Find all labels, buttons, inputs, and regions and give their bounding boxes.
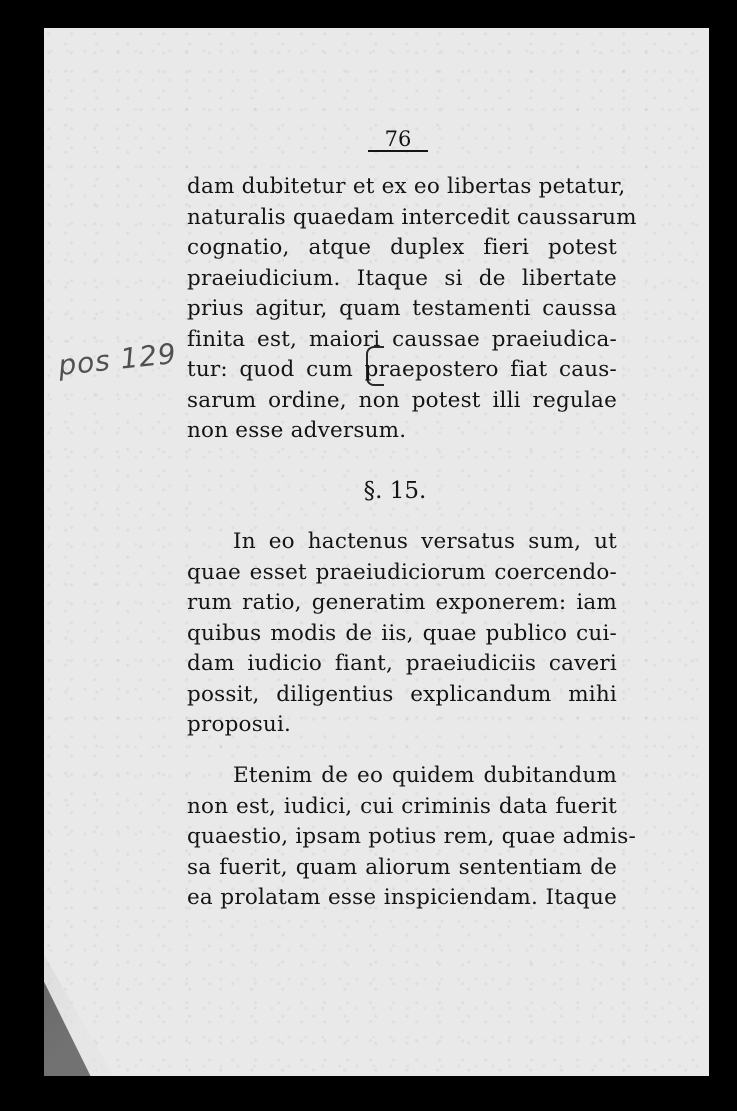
handwritten-margin-note: pos 129 <box>56 336 179 383</box>
page-number: 76 <box>368 128 428 152</box>
text-line: ea prolatam esse inspiciendam. Itaque <box>187 885 617 910</box>
text-line: quaestio, ipsam potius rem, quae admis- <box>187 824 636 849</box>
text-line: possit, diligentius explicandum mihi <box>187 681 617 707</box>
text-line: finita est, maiori caussae praeiudica- <box>187 326 617 352</box>
paragraph-continuation <box>187 172 637 447</box>
text-line: sarum ordine, non potest illi regulae <box>187 387 617 413</box>
text-line: proposui. <box>187 712 292 737</box>
text-line: tur: quod cum praepostero fiat caus- <box>187 357 617 382</box>
text-line: prius agitur, quam testamenti caussa <box>187 296 617 321</box>
paragraph-etenim <box>187 761 636 914</box>
section-heading: §. 15. <box>363 478 427 504</box>
text-line: cognatio, atque duplex fieri potest <box>187 235 617 260</box>
text-line: sa fuerit, quam aliorum sententiam de <box>187 854 617 880</box>
text-line: naturalis quaedam intercedit caussarum <box>187 204 637 230</box>
text-line: dam iudicio fiant, praeiudiciis caveri <box>187 651 617 676</box>
text-line: dam dubitetur et ex eo libertas petatur, <box>187 174 626 199</box>
text-line: praeiudicium. Itaque si de libertate <box>187 265 617 291</box>
text-line: rum ratio, generatim exponerem: iam <box>187 590 617 615</box>
paragraph-section-15 <box>187 527 617 741</box>
text-line: quae esset praeiudiciorum coercendo- <box>187 559 617 585</box>
text-line: In eo hactenus versatus sum, ut <box>233 529 617 554</box>
text-line: quibus modis de iis, quae publico cui- <box>187 620 617 646</box>
text-line: Etenim de eo quidem dubitandum <box>233 763 617 788</box>
text-line: non est, iudici, cui criminis data fuerit <box>187 793 617 819</box>
text-line: non esse adversum. <box>187 418 407 443</box>
